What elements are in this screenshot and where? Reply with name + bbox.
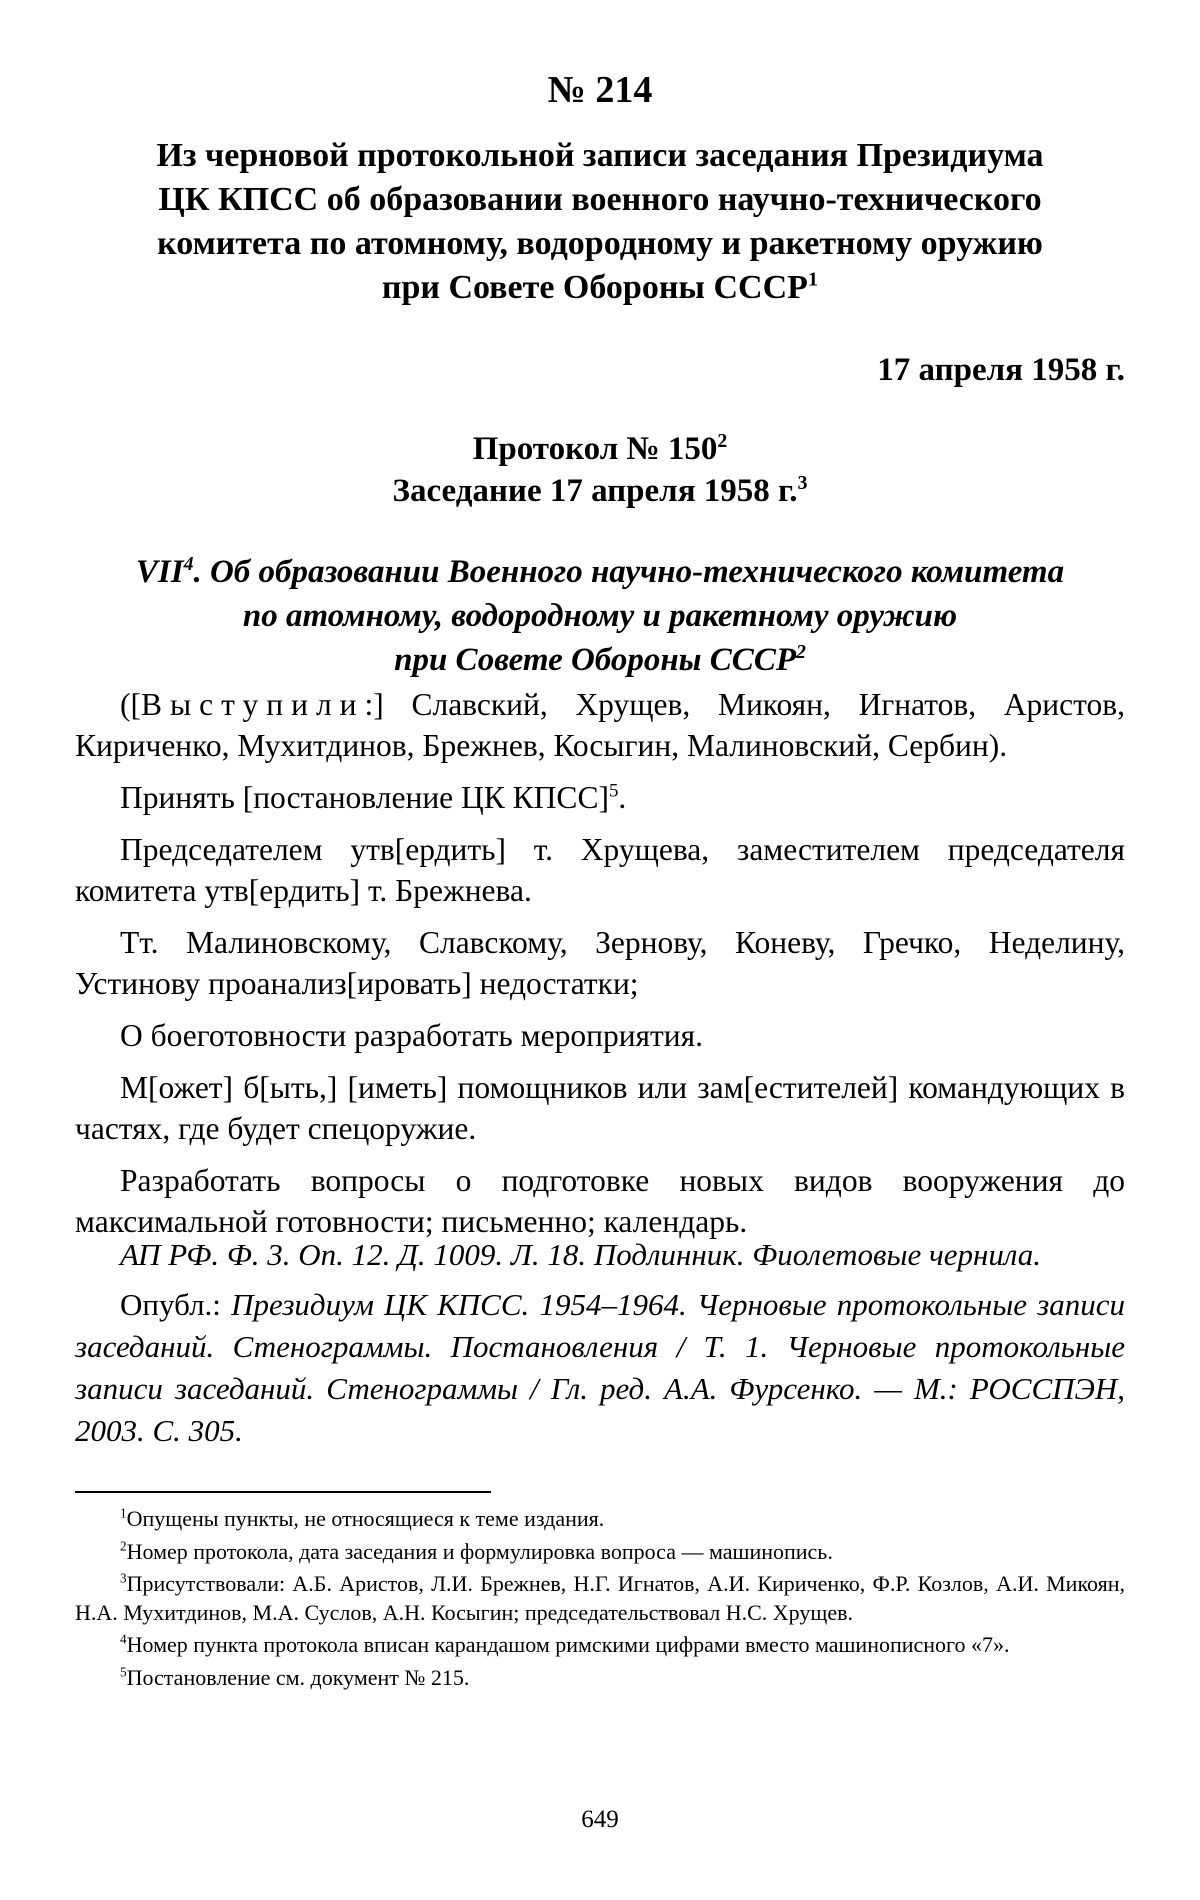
footnote <box>75 1505 1125 1534</box>
decision-paragraph <box>75 777 1125 818</box>
footnotes <box>75 1505 1125 1696</box>
footnote-text: Постановление см. документ № 215. <box>126 1664 470 1690</box>
footnote-ref: 2 <box>717 430 728 452</box>
decision-end: . <box>618 780 627 815</box>
title-line: комитета по атомному, водородному и ракетному оружию <box>157 225 1043 262</box>
speakers-paragraph <box>75 684 1125 766</box>
footnote <box>75 1631 1125 1660</box>
agenda-line-text: . Об образовании Военного научно-технического комитета <box>193 554 1065 590</box>
body-paragraph: Разработать вопросы о подготовке новых видов вооружения до максимальной готовности; письменно; календарь. <box>75 1163 1125 1239</box>
title-line-text: при Совете Обороны СССР <box>381 269 808 306</box>
footnote-text: Опущены пункты, не относящиеся к теме издания. <box>126 1506 605 1531</box>
protocol-number <box>75 428 1125 470</box>
agenda-line <box>75 638 1125 682</box>
title-line: Из черновой протокольной записи заседания Президиума <box>156 137 1044 174</box>
title-line: ЦК КПСС об образовании военного научно-технического <box>158 181 1042 218</box>
footnote-text: Номер протокола, дата заседания и формулировка вопроса — машинопись. <box>126 1538 833 1564</box>
publication-text: Президиум ЦК КПСС. 1954–1964. Черновые протокольные записи заседаний. Стенограммы. Постановления / Т. 1. Черновые протокольные записи заседаний. Стенограммы / Гл. ред. А.А. Фурсенко. — М.: РОССПЭН, 2003. С. 305. <box>75 1287 1126 1448</box>
body-paragraph: М[ожет] б[ыть,] [иметь] помощников или зам[естителей] командующих в частях, где будет спецоружие. <box>75 1070 1125 1146</box>
document-date: 17 апреля 1958 г. <box>877 352 1125 388</box>
publication-reference <box>75 1284 1125 1452</box>
spoke-label: Выступили <box>140 687 365 722</box>
footnote-ref: 5 <box>608 780 619 802</box>
decision-text: Принять [постановление ЦК КПСС] <box>120 780 609 815</box>
agenda-line: по атомному, водородному и ракетному оружию <box>242 598 958 634</box>
agenda-item-heading <box>75 550 1125 682</box>
body-paragraph: Тт. Малиновскому, Славскому, Зернову, Коневу, Гречко, Неделину, Устинову проанализ[ировать] недостатки; <box>75 925 1125 1001</box>
publication-label: Опубл.: <box>120 1287 221 1322</box>
agenda-line <box>75 550 1125 594</box>
body-paragraph: О боеготовности разработать мероприятия. <box>120 1018 704 1053</box>
footnote <box>75 1664 1125 1693</box>
footnote-text: Номер пункта протокола вписан карандашом римскими цифрами вместо машинописного «7». <box>126 1632 1010 1657</box>
speakers-list: :] Славский, Хрущев, Микоян, Игнатов, Аристов, Кириченко, Мухитдинов, Брежнев, Косыгин, Малиновский, Сербин). <box>75 687 1125 763</box>
footnote <box>75 1538 1125 1567</box>
archive-reference <box>75 1234 1125 1460</box>
session-date-text: Заседание 17 апреля 1958 г. <box>392 473 798 509</box>
title-line <box>75 266 1125 310</box>
protocol-number-text: Протокол № 150 <box>472 431 718 467</box>
footnote-number: 2 <box>120 1538 127 1554</box>
footnote-number: 3 <box>120 1570 127 1586</box>
footnote <box>75 1570 1125 1627</box>
protocol-header <box>75 428 1125 512</box>
body-paragraph: Председателем утв[ердить] т. Хрущева, заместителем председателя комитета утв[ердить] т. Брежнева. <box>75 832 1125 908</box>
document-title <box>75 134 1125 310</box>
footnote-text: Присутствовали: А.Б. Аристов, Л.И. Брежнев, Н.Г. Игнатов, А.И. Кириченко, Ф.Р. Козлов, А.И. Микоян, Н.А. Мухитдинов, М.А. Суслов, А.Н. Косыгин; председательствовал Н.С. Хрущев. <box>75 1571 1125 1625</box>
archive-source: АП РФ. Ф. 3. Оп. 12. Д. 1009. Л. 18. Подлинник. Фиолетовые чернила. <box>120 1237 1042 1272</box>
footnote-ref: 3 <box>797 472 808 494</box>
footnote-number: 1 <box>120 1505 127 1521</box>
agenda-line-text: при Совете Обороны СССР <box>394 642 796 678</box>
footnote-number: 5 <box>120 1664 127 1680</box>
document-number: № 214 <box>547 69 653 111</box>
page-number: 649 <box>581 1806 619 1833</box>
footnote-ref: 2 <box>796 641 806 663</box>
footnote-ref: 1 <box>807 268 819 291</box>
bracket-text: ([ <box>120 687 141 722</box>
footnote-separator <box>75 1491 491 1493</box>
agenda-item-number: VII <box>135 554 184 590</box>
session-date <box>75 470 1125 512</box>
footnote-number: 4 <box>120 1631 127 1647</box>
protocol-body <box>75 684 1125 1253</box>
footnote-ref: 4 <box>183 553 194 575</box>
